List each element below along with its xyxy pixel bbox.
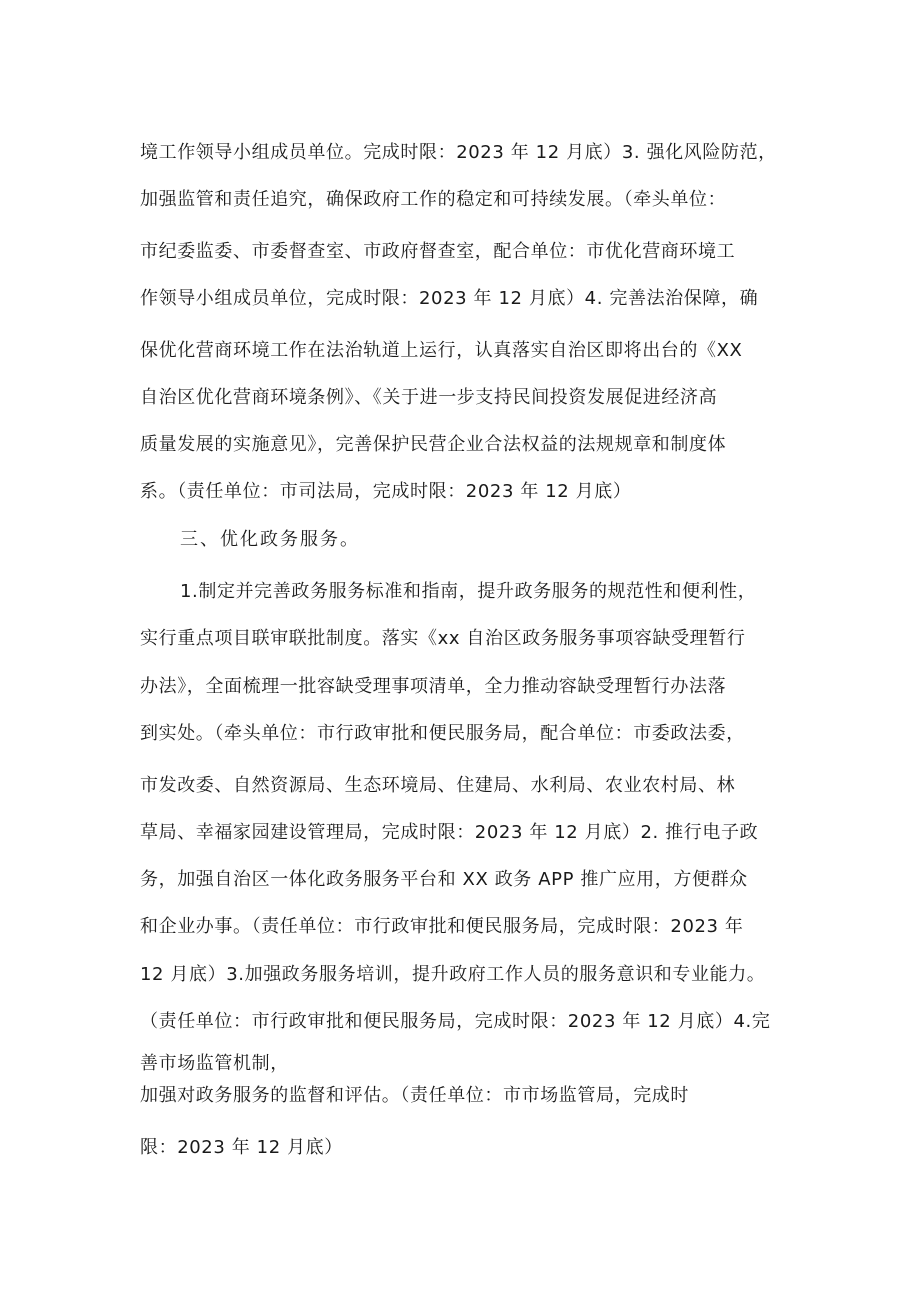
- text-line: 12 月底）3.加强政务服务培训，提升政府工作人员的服务意识和专业能力。: [140, 964, 766, 985]
- text-line: 和企业办事。（责任单位：市行政审批和便民服务局，完成时限：2023 年: [140, 916, 744, 937]
- text-line: 作领导小组成员单位，完成时限：2023 年 12 月底）4. 完善法治保障，确: [140, 288, 759, 309]
- text-line: 办法》，全面梳理一批容缺受理事项清单，全力推动容缺受理暂行办法落: [140, 676, 727, 697]
- text-line: 到实处。（牵头单位：市行政审批和便民服务局，配合单位：市委政法委，: [140, 723, 745, 744]
- text-line: 务，加强自治区一体化政务服务平台和 XX 政务 APP 推广应用，方便群众: [140, 869, 748, 890]
- text-line: 加强对政务服务的监督和评估。（责任单位：市市场监管局，完成时: [140, 1085, 689, 1106]
- text-line: 善市场监管机制，: [140, 1053, 289, 1074]
- text-line: 系。（责任单位：市司法局，完成时限：2023 年 12 月底）: [140, 481, 632, 502]
- text-line: 境工作领导小组成员单位。完成时限：2023 年 12 月底）3. 强化风险防范，: [140, 142, 777, 163]
- text-line: 质量发展的实施意见》，完善保护民营企业合法权益的法规规章和制度体: [140, 434, 727, 455]
- text-line: 实行重点项目联审联批制度。落实《xx 自治区政务服务事项容缺受理暂行: [140, 628, 746, 649]
- section-heading: 三、优化政务服务。: [180, 529, 360, 550]
- text-line: 限：2023 年 12 月底）: [140, 1137, 343, 1158]
- text-line: 保优化营商环境工作在法治轨道上运行，认真落实自治区即将出台的《XX: [140, 340, 743, 361]
- text-line: 市纪委监委、市委督查室、市政府督查室，配合单位：市优化营商环境工: [140, 241, 736, 262]
- text-line: 市发改委、自然资源局、生态环境局、住建局、水利局、农业农村局、林: [140, 775, 736, 796]
- text-line: （责任单位：市行政审批和便民服务局，完成时限：2023 年 12 月底）4.完: [140, 1011, 771, 1032]
- text-line: 草局、幸福家园建设管理局，完成时限：2023 年 12 月底）2. 推行电子政: [140, 822, 759, 843]
- text-line: 加强监管和责任追究，确保政府工作的稳定和可持续发展。（牵头单位：: [140, 189, 727, 210]
- text-line: 1.制定并完善政务服务标准和指南，提升政务服务的规范性和便利性，: [180, 581, 757, 602]
- text-line: 自治区优化营商环境条例》、《关于进一步支持民间投资发展促进经济高: [140, 387, 718, 408]
